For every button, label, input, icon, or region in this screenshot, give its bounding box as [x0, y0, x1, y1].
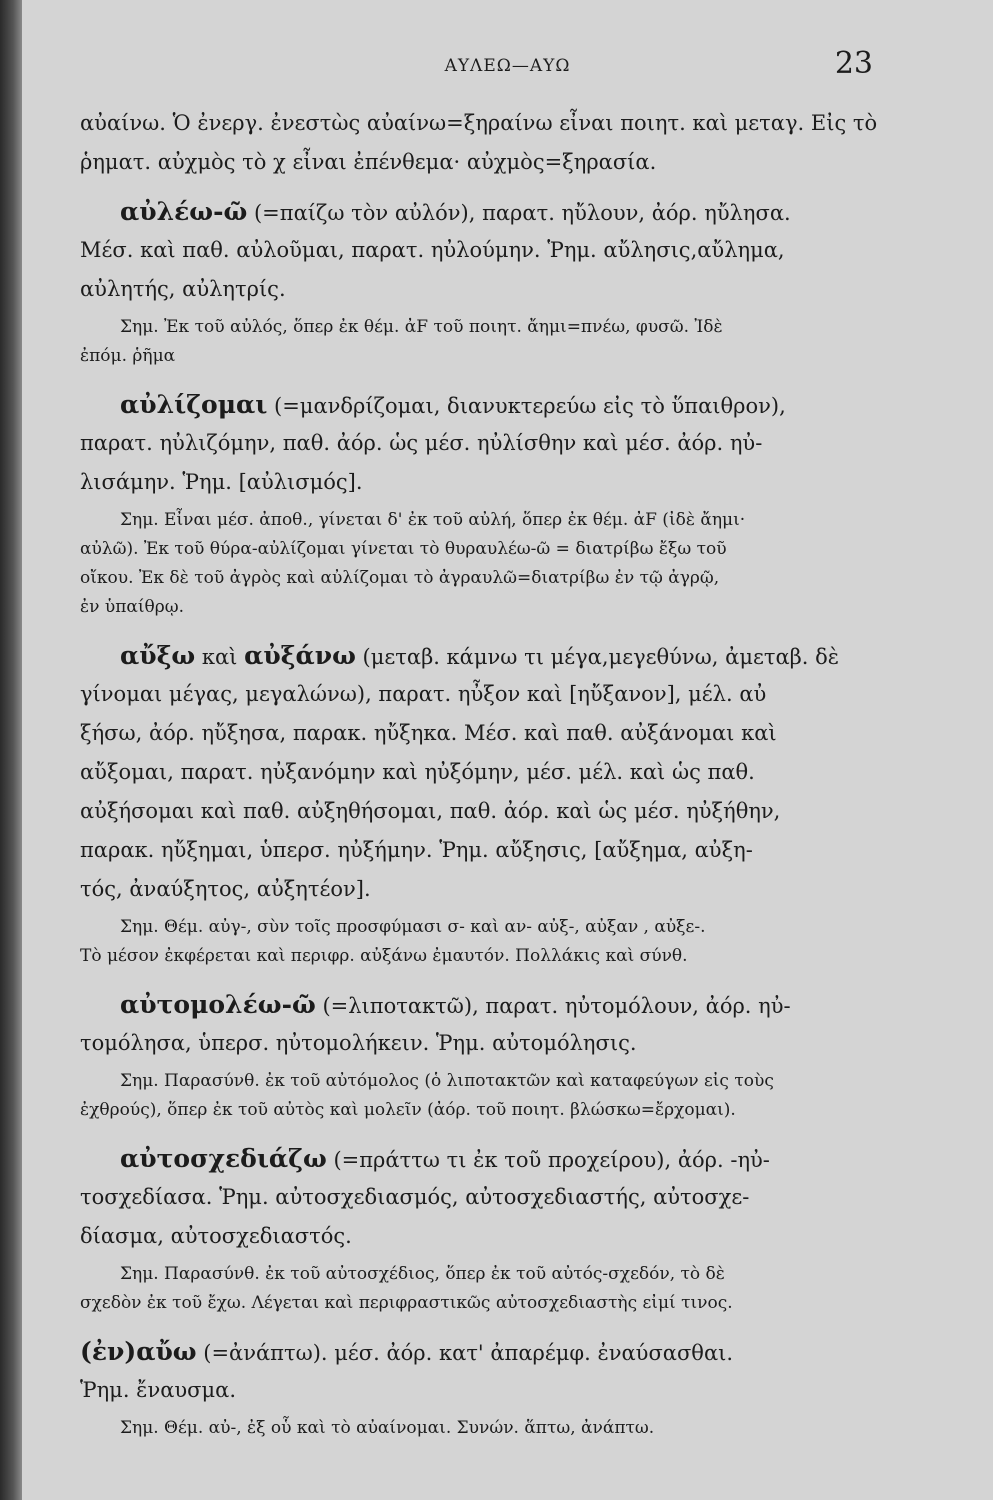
- entry-line: γίνομαι μέγας, μεγαλώνω), παρατ. ηὖξον καὶ [ηὔξανον], μέλ. αὐ: [80, 682, 767, 706]
- note-line: Σημ. Παρασύνθ. ἐκ τοῦ αὐτόμολος (ὁ λιποτακτῶν καὶ καταφεύγων εἰς τοὺς: [120, 1071, 774, 1091]
- entry-text: (=μανδρίζομαι, διανυκτερεύω εἰς τὸ ὕπαιθρον),: [267, 394, 786, 418]
- entry-line: ῥηματ. αὐχμὸς τὸ χ εἶναι ἐπένθεμα· αὐχμὸς=ξηρασία.: [80, 150, 657, 174]
- entry-line: Ῥημ. ἔναυσμα.: [80, 1378, 236, 1402]
- note-line: Σημ. Ἐκ τοῦ αὐλός, ὅπερ ἐκ θέμ. ἀF τοῦ ποιητ. ἄημι=πνέω, φυσῶ. Ἰδὲ: [120, 317, 723, 337]
- entry-line: λισάμην. Ῥημ. [αὐλισμός].: [80, 470, 363, 494]
- note-line: ἐν ὑπαίθρῳ.: [80, 597, 185, 617]
- entry-line: ξήσω, ἀόρ. ηὔξησα, παρακ. ηὔξηκα. Μέσ. καὶ παθ. αὐξάνομαι καὶ: [80, 721, 777, 745]
- note-line: αὐλῶ). Ἐκ τοῦ θύρα-αὐλίζομαι γίνεται τὸ θυραυλέω-ῶ = διατρίβω ἔξω τοῦ: [80, 539, 727, 559]
- entry-text: (=λιποτακτῶ), παρατ. ηὐτομόλουν, ἀόρ. ηὐ-: [315, 994, 791, 1018]
- entry-line: Μέσ. καὶ παθ. αὐλοῦμαι, παρατ. ηὐλούμην. Ῥημ. αὔλησις,αὔλημα,: [80, 238, 785, 262]
- entry-text: καὶ: [195, 645, 245, 669]
- entry-line: τός, ἀναύξητος, αὐξητέον].: [80, 877, 371, 901]
- book-binding-edge: [0, 0, 22, 1500]
- entry-text: (=ἀνάπτω). μέσ. ἀόρ. κατ' ἀπαρέμφ. ἐναύσασθαι.: [196, 1341, 734, 1365]
- lemma: αὔξω: [120, 641, 196, 670]
- note-line: Σημ. Παρασύνθ. ἐκ τοῦ αὐτοσχέδιος, ὅπερ ἐκ τοῦ αὐτός-σχεδόν, τὸ δὲ: [120, 1264, 725, 1284]
- entry-aulizomai: [80, 385, 890, 622]
- lemma: αὐλέω-ῶ: [120, 197, 248, 226]
- entry-automoleo: [80, 985, 890, 1125]
- entry-text: (=παίζω τὸν αὐλόν), παρατ. ηὔλουν, ἀόρ. ηὔλησα.: [247, 201, 791, 225]
- entry-note: [80, 1414, 890, 1443]
- entry-enauo: [80, 1332, 890, 1443]
- lemma: (ἐν)αὔω: [80, 1337, 197, 1366]
- note-line: οἴκου. Ἐκ δὲ τοῦ ἀγρὸς καὶ αὐλίζομαι τὸ ἀγραυλῶ=διατρίβω ἐν τῷ ἀγρῷ,: [80, 568, 720, 588]
- entry-line: δίασμα, αὐτοσχεδιαστός.: [80, 1224, 352, 1248]
- lemma: αὐτομολέω-ῶ: [120, 990, 316, 1019]
- entry-line: αὐλητής, αὐλητρίς.: [80, 277, 286, 301]
- entry-note: [80, 1260, 890, 1318]
- entry-auleo: [80, 192, 890, 371]
- entry-headline: [80, 636, 890, 675]
- entry-note: [80, 913, 890, 971]
- note-line: Σημ. Θέμ. αὐγ-, σὺν τοῖς προσφύμασι σ- καὶ αν- αὐξ-, αὐξαν , αὐξε-.: [120, 917, 706, 937]
- dictionary-page: [22, 0, 993, 1500]
- note-line: σχεδὸν ἐκ τοῦ ἔχω. Λέγεται καὶ περιφραστικῶς αὐτοσχεδιαστὴς εἰμί τινος.: [80, 1293, 733, 1313]
- entry-line: αὐαίνω. Ὁ ἐνεργ. ἐνεστὼς αὐαίνω=ξηραίνω εἶναι ποιητ. καὶ μεταγ. Εἰς τὸ: [80, 111, 878, 135]
- entry-headline: [80, 985, 890, 1024]
- entry-headline: [80, 385, 890, 424]
- page-content: [80, 104, 890, 1457]
- page-number: 23: [834, 46, 873, 81]
- entry-line: τοσχεδίασα. Ῥημ. αὐτοσχεδιασμός, αὐτοσχεδιαστής, αὐτοσχε-: [80, 1185, 750, 1209]
- entry-text: (μεταβ. κάμνω τι μέγα,μεγεθύνω, ἀμεταβ. δὲ: [355, 645, 840, 669]
- entry-line: παρατ. ηὐλιζόμην, παθ. ἀόρ. ὡς μέσ. ηὐλίσθην καὶ μέσ. ἀόρ. ηὐ-: [80, 431, 763, 455]
- running-header: ΑΥΛΕΩ—ΑΥΩ: [444, 56, 571, 76]
- entry-text: (=πράττω τι ἐκ τοῦ προχείρου), ἀόρ. -ηὐ-: [326, 1148, 770, 1172]
- entry-autoschediazo: [80, 1139, 890, 1318]
- entry-note: [80, 1067, 890, 1125]
- lemma: αὐλίζομαι: [120, 390, 268, 419]
- entry-headline: [80, 1139, 890, 1178]
- note-line: Σημ. Θέμ. αὐ-, ἐξ οὗ καὶ τὸ αὐαίνομαι. Συνών. ἅπτω, ἀνάπτω.: [120, 1418, 655, 1438]
- note-line: Σημ. Εἶναι μέσ. ἀποθ., γίνεται δ' ἐκ τοῦ αὐλή, ὅπερ ἐκ θέμ. ἀF (ἰδὲ ἄημι·: [120, 510, 746, 530]
- note-line: Τὸ μέσον ἐκφέρεται καὶ περιφρ. αὐξάνω ἐμαυτόν. Πολλάκις καὶ σύνθ.: [80, 946, 688, 966]
- lemma: αὐξάνω: [244, 641, 356, 670]
- entry-headline: [80, 1332, 890, 1371]
- entry-line: αὔξομαι, παρατ. ηὐξανόμην καὶ ηὐξόμην, μέσ. μέλ. καὶ ὡς παθ.: [80, 760, 755, 784]
- note-line: ἐχθρούς), ὅπερ ἐκ τοῦ αὐτὸς καὶ μολεῖν (ἀόρ. τοῦ ποιητ. βλώσκω=ἔρχομαι).: [80, 1100, 736, 1120]
- entry-headline: [80, 192, 890, 231]
- entry-auxo: [80, 636, 890, 971]
- entry-line: αὐξήσομαι καὶ παθ. αὐξηθήσομαι, παθ. ἀόρ. καὶ ὡς μέσ. ηὐξήθην,: [80, 799, 781, 823]
- entry-note: [80, 506, 890, 622]
- entry-line: παρακ. ηὔξημαι, ὑπερσ. ηὐξήμην. Ῥημ. αὔξησις, [αὔξημα, αὐξη-: [80, 838, 753, 862]
- note-line: ἐπόμ. ῥῆμα: [80, 346, 176, 366]
- entry-note: [80, 313, 890, 371]
- entry-line: τομόλησα, ὑπερσ. ηὐτομολήκειν. Ῥημ. αὐτομόλησις.: [80, 1031, 637, 1055]
- entry-auaino: [80, 104, 890, 182]
- lemma: αὐτοσχεδιάζω: [120, 1144, 327, 1173]
